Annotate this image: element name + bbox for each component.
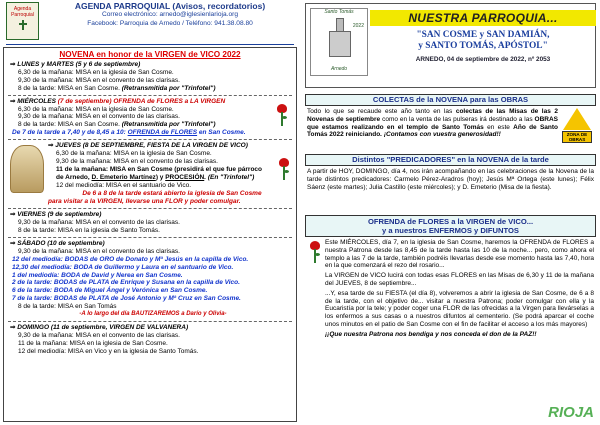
section-viernes: ⇒ VIERNES (9 de septiembre) 9,30 de la mañana: MISA en el convento de las clarisas. 8 de la tarde: MISA en la iglesia de Santo Tomás. [10, 211, 180, 234]
section-miercoles: ⇒ MIÉRCOLES (7 de septiembre) OFRENDA de FLORES a LA VIRGEN 6,30 de la mañana: MISA en la iglesia de San Cosme. 9,30 de la mañana: MISA en el convento de las clarisas. 8 de la tarde: MISA en San Cosme. (Retransmitida por "Trinfotel") De 7 de la tarde a 7,40 y de 8,45 a 10: OFRENDA de FLORES en San Cosme. [4, 98, 296, 138]
predicadores-title: Distintos "PREDICADORES" en la NOVENA de la tarde [305, 154, 596, 166]
section-jueves: ⇒ JUEVES (8 DE SEPTIEMBRE, FIESTA DE LA VIRGEN DE VICO) 6,30 de la mañana: MISA en la iglesia de San Cosme. 9,30 de la mañana: MISA en el convento de las clarisas. 11 de la mañana: MISA en San Cosme (presidirá el que fue párroco de Arnedo, D. Emeterio Martínez) y PROCESIÓN. (En "Trinfotel") 12 del mediodía: MISA en el santuario de Vico. De 6 a 8 de la tarde estará abierto la iglesia de San Cosme para visitar a la VIRGEN, llevarse una FLOR y poder comulgar. [4, 142, 296, 206]
novena-title: NOVENA en honor de la VIRGEN de VICO 2022 [59, 50, 241, 59]
section-sabado: ⇒ SÁBADO (10 de septiembre) 9,30 de la mañana: MISA en el convento de las clarisas. 12 del mediodía: BODAS de ORO de Donato y Mª Jesús en la capilla de Vico. 12,30 del mediodía: BODA de Guillermo y Laura en el santuario de Vico. 1 del mediodía: BODA de David y Nerea en San Cosme. 2 de la tarde: BODAS de PLATA de Enrique y Susana en la capilla de Vico. 6 de la tarde: BODA de Miguel Ángel y Verónica en San Cosme. 7 de la tarde: BODAS de PLATA de José Antonio y Mª Cruz en San Cosme. 8 de la tarde: MISA en San Tomás -A lo largo del día BAUTIZAREMOS a Darío y Olivia- [10, 239, 249, 318]
rose-icon [276, 104, 288, 126]
predicadores-text: A partir de HOY, DOMINGO, día 4, nos irán acompañando en las celebraciones de la Novena de la tarde distintos predicadores: Carmelo Pérez-Aradros (hoy); Jesús Mª Ortega (este lunes); Félix Sáenz (este martes); Julia Castillo (este miércoles); y D. Emeterio (Misa de la fiesta). [307, 168, 594, 191]
rose-icon [309, 241, 321, 263]
virgin-image [10, 145, 44, 193]
rose-icon [278, 158, 290, 180]
cross-icon [19, 20, 27, 30]
colectas-title: COLECTAS de la NOVENA para las OBRAS [305, 94, 596, 106]
parish-title: NUESTRA PARROQUIA... [370, 10, 596, 26]
agenda-email[interactable]: Correo electrónico: arnedo@iglesienlarioja.org [101, 11, 239, 18]
agenda-logo: Agenda Parroquial [6, 2, 39, 40]
ofrenda-text: Este MIÉRCOLES, día 7, en la iglesia de San Cosme, haremos la OFRENDA de FLORES a nuestra Patrona desde las 8,45 de la tarde hasta las 10 de la noche... pero, como ahora el templo a las 7 de la tarde, también podréis llevarlas desde ese momento hasta las 7,40, hora en la que comenzará el rezo del rosario... La VIRGEN de VICO lucirá con todas esas FLORES en las Misas de 6,30 y 11 de la mañana del JUEVES, 8 de septiembre... ...Y, esa tarde de su FIESTA (el día 8), volveremos a abrir la iglesia de San Cosme, de 6 a 8 de la tarde, con el objetivo de... visitar a nuestra Patrona; poder comulgar con ella y la Eucaristía por la tele; y poder coger una FLOR de las ofrecidas a la Virgen para llevárselas a los enfermos a sus casas o a nuestros difuntos al cementerio. (Se podrá aparcar el coche unos minutos en el patio de San Cosme con el fin de facilitar el acceso a los más mayores) ¡¡Que nuestra Patrona nos bendiga y nos conceda el don de la PAZ!! [305, 237, 596, 341]
section-domingo: ⇒ DOMINGO (11 de septiembre, VIRGEN DE VALVANERA) 9,30 de la mañana: MISA en el convento de las clarisas. 11 de la mañana: MISA en la iglesia de San Cosme. 12 del mediodía: MISA en Vico y en la iglesia de Santo Tomás. [10, 323, 199, 355]
novena-box [3, 47, 297, 422]
ofrenda-title: OFRENDA de FLORES a la VIRGEN de VICO... y a nuestros ENFERMOS y DIFUNTOS [305, 215, 596, 237]
agenda-facebook: Facebook: Parroquia de Arnedo / Teléfono: 941.38.08.80 [87, 19, 253, 27]
right-page [301, 0, 600, 425]
rioja-watermark: RIOJA [548, 404, 594, 421]
parish-subtitle: "SAN COSME y SAN DAMIÁN, y SANTO TOMÁS, APÓSTOL" [416, 30, 550, 51]
construction-warning-icon: ZONA DE OBRAS [562, 108, 592, 144]
church-logo: Santo Tomás 2022 Arnedo [310, 8, 368, 76]
section-lunes-martes: ⇒ LUNES y MARTES (5 y 6 de septiembre) 6,30 de la mañana: MISA en la iglesia de San Cosme. 9,30 de la mañana: MISA en el convento de las clarisas. 8 de la tarde: MISA en San Cosme. (Retransmitida por "Trinfotel") [10, 61, 216, 92]
parish-header [305, 3, 596, 88]
colectas-text: Todo lo que se recaude este año tanto en las colectas de las Misas de las 2 Novenas de septiembre como en la venta de las pulseras irá destinado a las OBRAS que estamos realizando en el templo de Santo Tomás en este Año de Santo Tomás 2022 reiniciando. ¡Contamos con vuestra generosidad!! ZONA DE OBRAS [305, 106, 596, 152]
agenda-title: AGENDA PARROQUIAL (Avisos, recordatorios) [74, 1, 266, 11]
issue-date: ARNEDO, 04 de septiembre de 2022, nº 2053 [415, 56, 551, 63]
agenda-header [3, 1, 297, 44]
